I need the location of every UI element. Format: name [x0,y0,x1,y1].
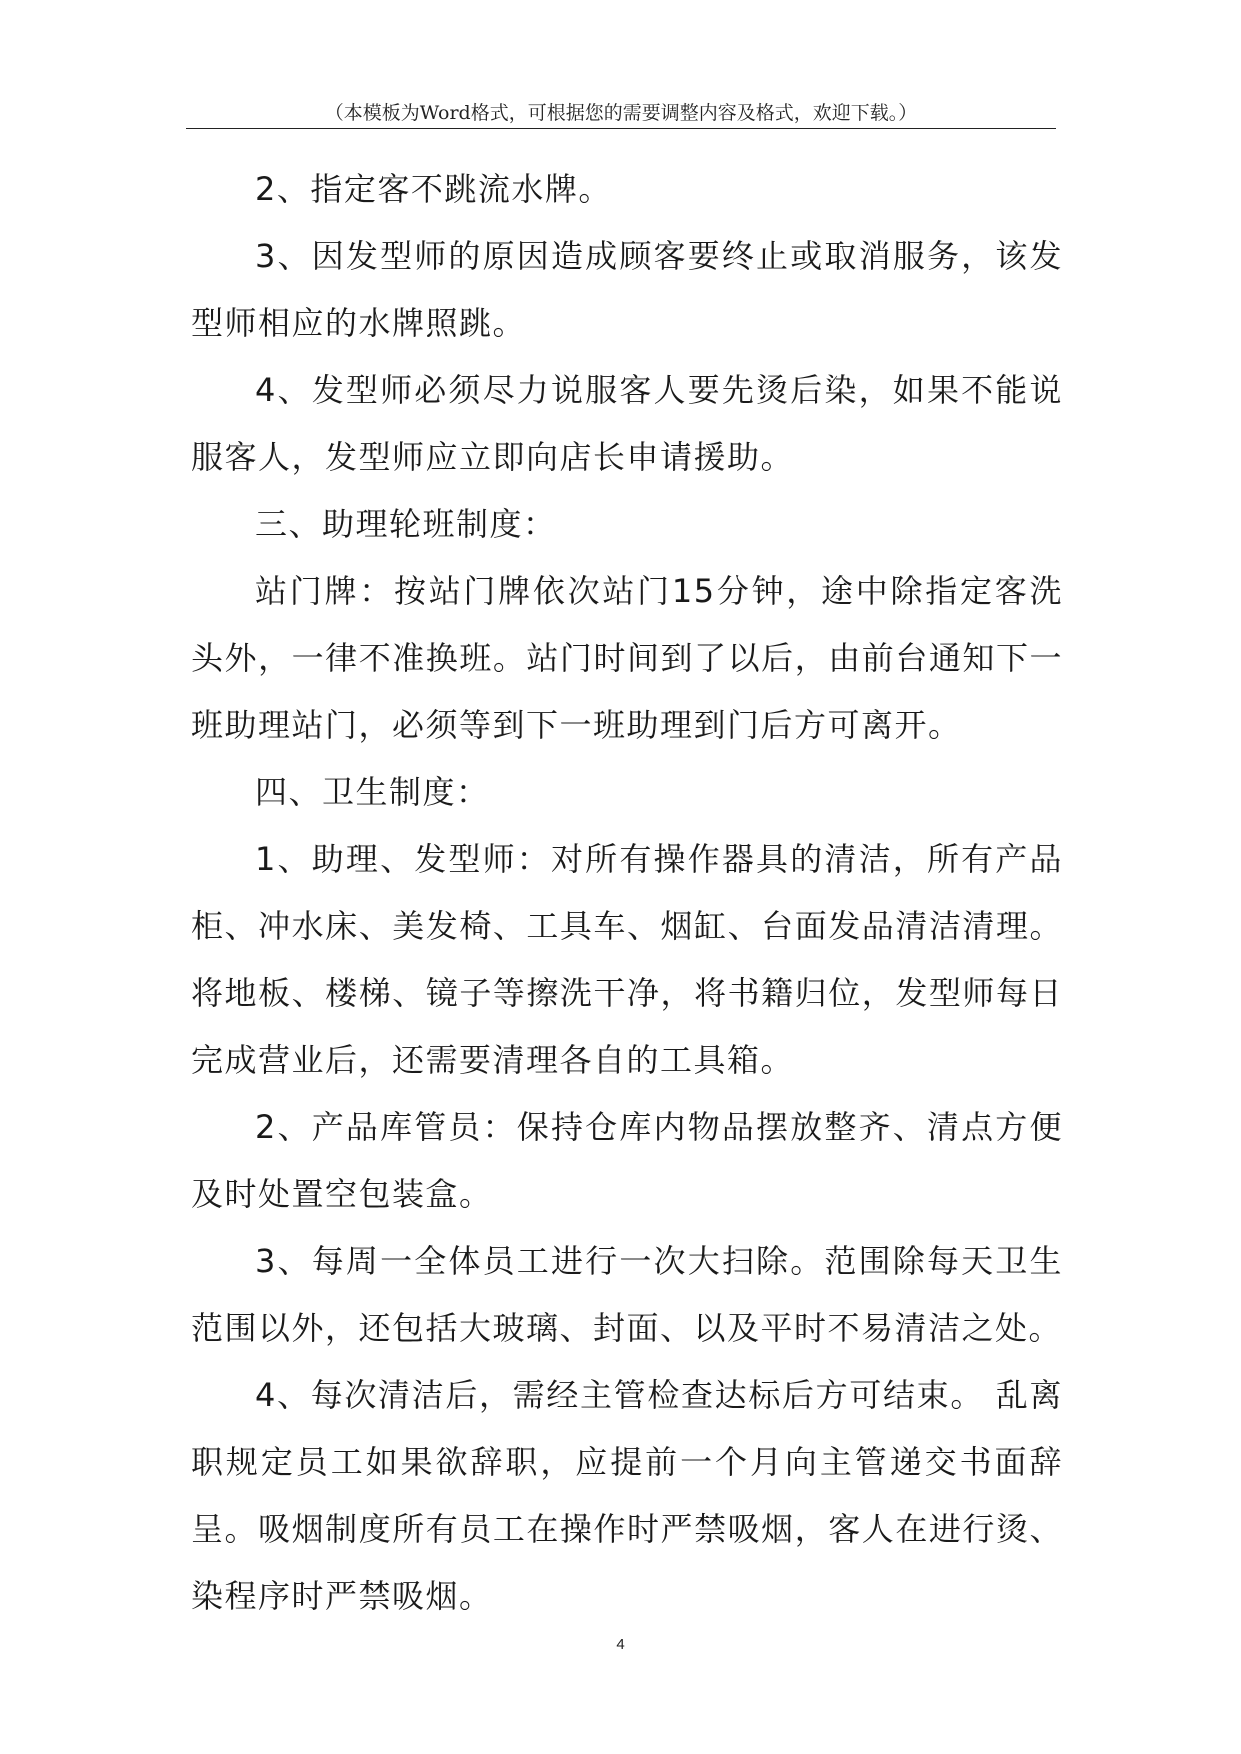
paragraph-weekly-cleaning: 3、每周一全体员工进行一次大扫除。范围除每天卫生范围以外，还包括大玻璃、封面、以及平时不易清洁之处。 [191,1242,1063,1347]
paragraph-hygiene-assistants-stylists: 1、助理、发型师：对所有操作器具的清洁，所有产品柜、冲水床、美发椅、工具车、烟缸、台面发品清洁清理。将地板、楼梯、镜子等擦洗干净，将书籍归位，发型师每日完成营业后，还需要清理各自的工具箱。 [191,840,1063,1079]
document-body [191,156,1063,1630]
header-note: （本模板为Word格式，可根据您的需要调整内容及格式，欢迎下载。） [324,102,918,124]
section-heading-hygiene: 四、卫生制度： [255,773,490,811]
page-number: 4 [616,1636,625,1653]
paragraph-door-duty: 站门牌：按站门牌依次站门15分钟，途中除指定客洗头外，一律不准换班。站门时间到了以后，由前台通知下一班助理站门，必须等到下一班助理到门后方可离开。 [191,572,1063,744]
paragraph-hygiene-storekeeper: 2、产品库管员：保持仓库内物品摆放整齐、清点方便及时处置空包装盒。 [191,1108,1063,1213]
paragraph-inspection-resignation-smoking: 4、每次清洁后，需经主管检查达标后方可结束。 乱离职规定员工如果欲辞职，应提前一个月向主管递交书面辞呈。吸烟制度所有员工在操作时严禁吸烟，客人在进行烫、染程序时严禁吸烟。 [191,1376,1063,1615]
header-divider [186,128,1056,129]
paragraph-stylist-cancellation: 3、因发型师的原因造成顾客要终止或取消服务，该发型师相应的水牌照跳。 [191,237,1063,342]
paragraph-perm-before-dye: 4、发型师必须尽力说服客人要先烫后染，如果不能说服客人，发型师应立即向店长申请援助。 [191,371,1063,476]
paragraph-no-skip-for-designated: 2、指定客不跳流水牌。 [255,170,612,208]
section-heading-assistant-rotation: 三、助理轮班制度： [255,505,557,543]
